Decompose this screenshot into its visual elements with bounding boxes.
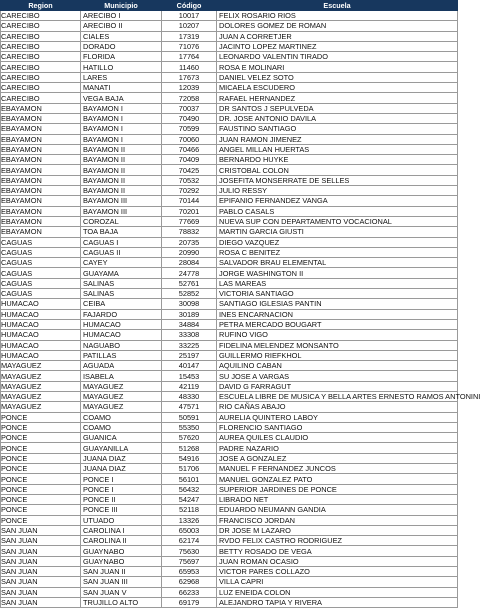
cell-escuela: NUEVA SUP CON DEPARTAMENTO VOCACIONAL <box>217 216 458 226</box>
table-row <box>1 216 458 226</box>
cell-escuela: ROSA E MOLINARI <box>217 62 458 72</box>
table-row <box>1 464 458 474</box>
table-row <box>1 21 458 31</box>
cell-municipio: SAN JUAN III <box>81 577 162 587</box>
cell-escuela: DIEGO VAZQUEZ <box>217 237 458 247</box>
cell-municipio: SAN JUAN V <box>81 587 162 597</box>
table-row <box>1 103 458 113</box>
cell-region: MAYAGUEZ <box>1 402 81 412</box>
cell-escuela: EDUARDO NEUMANN GANDIA <box>217 505 458 515</box>
cell-region: EBAYAMON <box>1 155 81 165</box>
cell-escuela: LUZ ENEIDA COLON <box>217 587 458 597</box>
table-row <box>1 567 458 577</box>
cell-escuela: JUAN RAMON JIMENEZ <box>217 134 458 144</box>
table-row <box>1 247 458 257</box>
cell-escuela: DR. JOSE ANTONIO DAVILA <box>217 113 458 123</box>
table-row <box>1 206 458 216</box>
cell-region: CAGUAS <box>1 247 81 257</box>
table-row <box>1 350 458 360</box>
cell-municipio: HATILLO <box>81 62 162 72</box>
cell-region: CARECIBO <box>1 83 81 93</box>
cell-region: MAYAGUEZ <box>1 361 81 371</box>
cell-escuela: JULIO RESSY <box>217 186 458 196</box>
cell-codigo: 52852 <box>162 289 217 299</box>
cell-codigo: 33308 <box>162 330 217 340</box>
cell-escuela: MICAELA ESCUDERO <box>217 83 458 93</box>
cell-region: SAN JUAN <box>1 597 81 607</box>
cell-codigo: 52761 <box>162 278 217 288</box>
cell-region: MAYAGUEZ <box>1 381 81 391</box>
cell-codigo: 70201 <box>162 206 217 216</box>
cell-escuela: DR SANTOS J SEPULVEDA <box>217 103 458 113</box>
cell-escuela: JACINTO LOPEZ MARTINEZ <box>217 41 458 51</box>
cell-region: PONCE <box>1 412 81 422</box>
cell-municipio: PONCE I <box>81 484 162 494</box>
cell-codigo: 70409 <box>162 155 217 165</box>
cell-municipio: BAYAMON II <box>81 186 162 196</box>
cell-region: HUMACAO <box>1 330 81 340</box>
cell-region: EBAYAMON <box>1 144 81 154</box>
cell-region: CARECIBO <box>1 93 81 103</box>
cell-escuela: INES ENCARNACION <box>217 309 458 319</box>
cell-escuela: LAS MAREAS <box>217 278 458 288</box>
cell-codigo: 70144 <box>162 196 217 206</box>
cell-municipio: GUAYNABO <box>81 546 162 556</box>
cell-region: CAGUAS <box>1 258 81 268</box>
cell-escuela: LEONARDO VALENTIN TIRADO <box>217 52 458 62</box>
cell-region: CARECIBO <box>1 11 81 21</box>
cell-escuela: FLORENCIO SANTIAGO <box>217 422 458 432</box>
cell-codigo: 28084 <box>162 258 217 268</box>
cell-codigo: 10017 <box>162 11 217 21</box>
table-row <box>1 31 458 41</box>
cell-escuela: JUAN ROMAN OCASIO <box>217 556 458 566</box>
table-row <box>1 41 458 51</box>
cell-codigo: 24778 <box>162 268 217 278</box>
cell-codigo: 70037 <box>162 103 217 113</box>
cell-codigo: 15453 <box>162 371 217 381</box>
table-row <box>1 587 458 597</box>
cell-codigo: 20735 <box>162 237 217 247</box>
cell-codigo: 51706 <box>162 464 217 474</box>
table-row <box>1 165 458 175</box>
cell-escuela: VILLA CAPRI <box>217 577 458 587</box>
cell-region: PONCE <box>1 505 81 515</box>
header-region: Region <box>1 1 81 11</box>
cell-region: SAN JUAN <box>1 546 81 556</box>
cell-codigo: 48330 <box>162 391 217 401</box>
cell-municipio: GUAYAMA <box>81 268 162 278</box>
cell-region: SAN JUAN <box>1 567 81 577</box>
cell-codigo: 69179 <box>162 597 217 607</box>
table-row <box>1 268 458 278</box>
cell-municipio: SAN JUAN II <box>81 567 162 577</box>
table-row <box>1 258 458 268</box>
table-row <box>1 494 458 504</box>
cell-codigo: 65953 <box>162 567 217 577</box>
cell-escuela: ROSA C BENITEZ <box>217 247 458 257</box>
header-escuela: Escuela <box>217 1 458 11</box>
table-row <box>1 361 458 371</box>
cell-codigo: 65003 <box>162 525 217 535</box>
cell-municipio: JUANA DIAZ <box>81 453 162 463</box>
table-row <box>1 505 458 515</box>
cell-municipio: BAYAMON I <box>81 113 162 123</box>
table-row <box>1 371 458 381</box>
cell-codigo: 78832 <box>162 227 217 237</box>
cell-region: EBAYAMON <box>1 134 81 144</box>
table-row <box>1 124 458 134</box>
table-row <box>1 546 458 556</box>
cell-escuela: FRANCISCO JORDAN <box>217 515 458 525</box>
cell-escuela: SANTIAGO IGLESIAS PANTIN <box>217 299 458 309</box>
table-row <box>1 443 458 453</box>
cell-region: EBAYAMON <box>1 206 81 216</box>
cell-escuela: FELIX ROSARIO RIOS <box>217 11 458 21</box>
table-row <box>1 299 458 309</box>
table-row <box>1 134 458 144</box>
cell-municipio: GUANICA <box>81 433 162 443</box>
table-row <box>1 340 458 350</box>
cell-region: EBAYAMON <box>1 165 81 175</box>
table-row <box>1 278 458 288</box>
table-row <box>1 577 458 587</box>
cell-escuela: JOSE A GONZALEZ <box>217 453 458 463</box>
cell-codigo: 55350 <box>162 422 217 432</box>
cell-municipio: CAGUAS I <box>81 237 162 247</box>
cell-region: PONCE <box>1 515 81 525</box>
table-body <box>1 11 480 608</box>
cell-municipio: ISABELA <box>81 371 162 381</box>
cell-escuela: RIO CAÑAS ABAJO <box>217 402 458 412</box>
cell-municipio: COROZAL <box>81 216 162 226</box>
cell-region: PONCE <box>1 484 81 494</box>
cell-region: PONCE <box>1 464 81 474</box>
cell-municipio: GUAYANILLA <box>81 443 162 453</box>
table-row <box>1 319 458 329</box>
cell-codigo: 71076 <box>162 41 217 51</box>
table-row <box>1 196 458 206</box>
cell-municipio: PONCE II <box>81 494 162 504</box>
cell-escuela: ALEJANDRO TAPIA Y RIVERA <box>217 597 458 607</box>
cell-escuela: DANIEL VELEZ SOTO <box>217 72 458 82</box>
cell-region: HUMACAO <box>1 309 81 319</box>
cell-escuela: PABLO CASALS <box>217 206 458 216</box>
cell-escuela: PETRA MERCADO BOUGART <box>217 319 458 329</box>
cell-region: HUMACAO <box>1 350 81 360</box>
cell-escuela: MARTIN GARCIA GIUSTI <box>217 227 458 237</box>
cell-escuela: EPIFANIO FERNANDEZ VANGA <box>217 196 458 206</box>
table-row <box>1 597 458 607</box>
cell-codigo: 62174 <box>162 536 217 546</box>
cell-municipio: CEIBA <box>81 299 162 309</box>
cell-municipio: BAYAMON II <box>81 165 162 175</box>
cell-region: HUMACAO <box>1 340 81 350</box>
cell-codigo: 34884 <box>162 319 217 329</box>
cell-codigo: 17673 <box>162 72 217 82</box>
table-row <box>1 186 458 196</box>
cell-municipio: NAGUABO <box>81 340 162 350</box>
cell-codigo: 62968 <box>162 577 217 587</box>
cell-codigo: 77669 <box>162 216 217 226</box>
cell-municipio: CAROLINA I <box>81 525 162 535</box>
cell-region: HUMACAO <box>1 299 81 309</box>
cell-escuela: LIBRADO NET <box>217 494 458 504</box>
cell-municipio: CAGUAS II <box>81 247 162 257</box>
cell-region: SAN JUAN <box>1 577 81 587</box>
cell-codigo: 56432 <box>162 484 217 494</box>
cell-municipio: COAMO <box>81 422 162 432</box>
cell-escuela: VICTOR PARES COLLAZO <box>217 567 458 577</box>
cell-escuela: JORGE WASHINGTON II <box>217 268 458 278</box>
cell-escuela: DAVID G FARRAGUT <box>217 381 458 391</box>
cell-municipio: BAYAMON II <box>81 175 162 185</box>
cell-region: PONCE <box>1 433 81 443</box>
cell-codigo: 70490 <box>162 113 217 123</box>
header-row <box>1 1 458 11</box>
cell-region: PONCE <box>1 474 81 484</box>
table-row <box>1 52 458 62</box>
cell-region: MAYAGUEZ <box>1 391 81 401</box>
cell-municipio: TRUJILLO ALTO <box>81 597 162 607</box>
cell-codigo: 52118 <box>162 505 217 515</box>
table-row <box>1 83 458 93</box>
cell-municipio: UTUADO <box>81 515 162 525</box>
cell-codigo: 12039 <box>162 83 217 93</box>
cell-escuela: DR JOSE M LAZARO <box>217 525 458 535</box>
header-codigo: Código <box>162 1 217 11</box>
cell-region: PONCE <box>1 422 81 432</box>
cell-municipio: PATILLAS <box>81 350 162 360</box>
cell-escuela: PADRE NAZARIO <box>217 443 458 453</box>
cell-codigo: 11460 <box>162 62 217 72</box>
cell-escuela: JOSEFITA MONSERRATE DE SELLES <box>217 175 458 185</box>
cell-region: PONCE <box>1 453 81 463</box>
cell-codigo: 25197 <box>162 350 217 360</box>
cell-codigo: 54247 <box>162 494 217 504</box>
cell-codigo: 75697 <box>162 556 217 566</box>
cell-municipio: CIALES <box>81 31 162 41</box>
cell-municipio: PONCE III <box>81 505 162 515</box>
cell-municipio: MANATI <box>81 83 162 93</box>
cell-municipio: BAYAMON II <box>81 155 162 165</box>
cell-escuela: VICTORIA SANTIAGO <box>217 289 458 299</box>
cell-codigo: 70060 <box>162 134 217 144</box>
cell-codigo: 40147 <box>162 361 217 371</box>
cell-municipio: MAYAGUEZ <box>81 391 162 401</box>
cell-municipio: ARECIBO II <box>81 21 162 31</box>
cell-codigo: 17319 <box>162 31 217 41</box>
cell-municipio: TOA BAJA <box>81 227 162 237</box>
cell-escuela: ESCUELA LIBRE DE MUSICA Y BELLA ARTES ERNESTO RAMOS ANTONINI <box>217 391 458 401</box>
cell-codigo: 75630 <box>162 546 217 556</box>
cell-escuela: RUFINO VIGO <box>217 330 458 340</box>
cell-codigo: 57620 <box>162 433 217 443</box>
cell-region: EBAYAMON <box>1 124 81 134</box>
table-row <box>1 402 458 412</box>
cell-escuela: MANUEL F FERNANDEZ JUNCOS <box>217 464 458 474</box>
cell-escuela: SUPERIOR JARDINES DE PONCE <box>217 484 458 494</box>
cell-municipio: CAYEY <box>81 258 162 268</box>
cell-municipio: BAYAMON III <box>81 206 162 216</box>
table-row <box>1 381 458 391</box>
table-row <box>1 453 458 463</box>
cell-codigo: 30098 <box>162 299 217 309</box>
cell-municipio: GUAYNABO <box>81 556 162 566</box>
cell-escuela: RAFAEL HERNANDEZ <box>217 93 458 103</box>
table-row <box>1 289 458 299</box>
table-row <box>1 515 458 525</box>
cell-region: SAN JUAN <box>1 525 81 535</box>
cell-region: PONCE <box>1 443 81 453</box>
cell-region: CAGUAS <box>1 237 81 247</box>
cell-municipio: VEGA BAJA <box>81 93 162 103</box>
cell-municipio: BAYAMON I <box>81 103 162 113</box>
cell-municipio: JUANA DIAZ <box>81 464 162 474</box>
cell-municipio: PONCE I <box>81 474 162 484</box>
cell-municipio: SALINAS <box>81 289 162 299</box>
header-municipio: Municipio <box>81 1 162 11</box>
cell-codigo: 47571 <box>162 402 217 412</box>
cell-municipio: MAYAGUEZ <box>81 402 162 412</box>
table-row <box>1 525 458 535</box>
cell-region: CARECIBO <box>1 72 81 82</box>
cell-escuela: BETTY ROSADO DE VEGA <box>217 546 458 556</box>
cell-codigo: 54916 <box>162 453 217 463</box>
cell-escuela: ANGEL MILLAN HUERTAS <box>217 144 458 154</box>
table-row <box>1 330 458 340</box>
cell-region: CAGUAS <box>1 268 81 278</box>
cell-codigo: 33225 <box>162 340 217 350</box>
table-row <box>1 422 458 432</box>
cell-codigo: 42119 <box>162 381 217 391</box>
cell-municipio: HUMACAO <box>81 319 162 329</box>
cell-escuela: DOLORES GOMEZ DE ROMAN <box>217 21 458 31</box>
table-row <box>1 113 458 123</box>
cell-codigo: 70292 <box>162 186 217 196</box>
table-row <box>1 155 458 165</box>
table-row <box>1 72 458 82</box>
cell-codigo: 70599 <box>162 124 217 134</box>
cell-escuela: SU JOSE A VARGAS <box>217 371 458 381</box>
cell-municipio: CAROLINA II <box>81 536 162 546</box>
cell-municipio: MAYAGUEZ <box>81 381 162 391</box>
cell-region: MAYAGUEZ <box>1 371 81 381</box>
table-row <box>1 433 458 443</box>
cell-municipio: AGUADA <box>81 361 162 371</box>
cell-region: CAGUAS <box>1 289 81 299</box>
cell-region: CARECIBO <box>1 62 81 72</box>
cell-codigo: 50591 <box>162 412 217 422</box>
cell-escuela: FIDELINA MELENDEZ MONSANTO <box>217 340 458 350</box>
cell-codigo: 72058 <box>162 93 217 103</box>
cell-escuela: RVDO FELIX CASTRO RODRIGUEZ <box>217 536 458 546</box>
cell-region: EBAYAMON <box>1 196 81 206</box>
cell-region: EBAYAMON <box>1 175 81 185</box>
cell-municipio: FLORIDA <box>81 52 162 62</box>
table-row <box>1 11 458 21</box>
cell-escuela: JUAN A CORRETJER <box>217 31 458 41</box>
cell-region: CAGUAS <box>1 278 81 288</box>
cell-codigo: 70466 <box>162 144 217 154</box>
cell-municipio: DORADO <box>81 41 162 51</box>
cell-escuela: MANUEL GONZALEZ PATO <box>217 474 458 484</box>
cell-region: SAN JUAN <box>1 587 81 597</box>
cell-escuela: CRISTOBAL COLON <box>217 165 458 175</box>
cell-municipio: LARES <box>81 72 162 82</box>
cell-codigo: 51268 <box>162 443 217 453</box>
table-row <box>1 93 458 103</box>
cell-codigo: 13326 <box>162 515 217 525</box>
cell-municipio: HUMACAO <box>81 330 162 340</box>
cell-codigo: 30189 <box>162 309 217 319</box>
cell-escuela: AQUILINO CABAN <box>217 361 458 371</box>
table-row <box>1 144 458 154</box>
table-row <box>1 62 458 72</box>
table-row <box>1 309 458 319</box>
cell-escuela: SALVADOR BRAU ELEMENTAL <box>217 258 458 268</box>
cell-codigo: 70532 <box>162 175 217 185</box>
cell-region: HUMACAO <box>1 319 81 329</box>
cell-region: SAN JUAN <box>1 556 81 566</box>
cell-codigo: 10207 <box>162 21 217 31</box>
table-row <box>1 391 458 401</box>
cell-codigo: 20990 <box>162 247 217 257</box>
cell-municipio: COAMO <box>81 412 162 422</box>
table-row <box>1 484 458 494</box>
cell-region: CARECIBO <box>1 21 81 31</box>
table-row <box>1 227 458 237</box>
cell-codigo: 56101 <box>162 474 217 484</box>
table-row <box>1 474 458 484</box>
cell-region: EBAYAMON <box>1 216 81 226</box>
cell-escuela: AURELIA QUINTERO LABOY <box>217 412 458 422</box>
table-row <box>1 536 458 546</box>
cell-codigo: 70425 <box>162 165 217 175</box>
cell-region: EBAYAMON <box>1 227 81 237</box>
cell-escuela: BERNARDO HUYKE <box>217 155 458 165</box>
cell-municipio: BAYAMON I <box>81 124 162 134</box>
cell-region: CARECIBO <box>1 41 81 51</box>
cell-escuela: GUILLERMO RIEFKHOL <box>217 350 458 360</box>
cell-region: PONCE <box>1 494 81 504</box>
cell-municipio: BAYAMON II <box>81 144 162 154</box>
cell-escuela: AUREA QUILES CLAUDIO <box>217 433 458 443</box>
cell-codigo: 66233 <box>162 587 217 597</box>
table-row <box>1 556 458 566</box>
table-row <box>1 412 458 422</box>
cell-region: CARECIBO <box>1 52 81 62</box>
cell-municipio: FAJARDO <box>81 309 162 319</box>
cell-codigo: 17764 <box>162 52 217 62</box>
cell-region: EBAYAMON <box>1 113 81 123</box>
cell-region: CARECIBO <box>1 31 81 41</box>
cell-municipio: BAYAMON I <box>81 134 162 144</box>
cell-municipio: SALINAS <box>81 278 162 288</box>
cell-escuela: FAUSTINO SANTIAGO <box>217 124 458 134</box>
cell-municipio: ARECIBO I <box>81 11 162 21</box>
cell-region: EBAYAMON <box>1 103 81 113</box>
cell-region: SAN JUAN <box>1 536 81 546</box>
cell-region: EBAYAMON <box>1 186 81 196</box>
cell-municipio: BAYAMON III <box>81 196 162 206</box>
table-row <box>1 237 458 247</box>
table-row <box>1 175 458 185</box>
